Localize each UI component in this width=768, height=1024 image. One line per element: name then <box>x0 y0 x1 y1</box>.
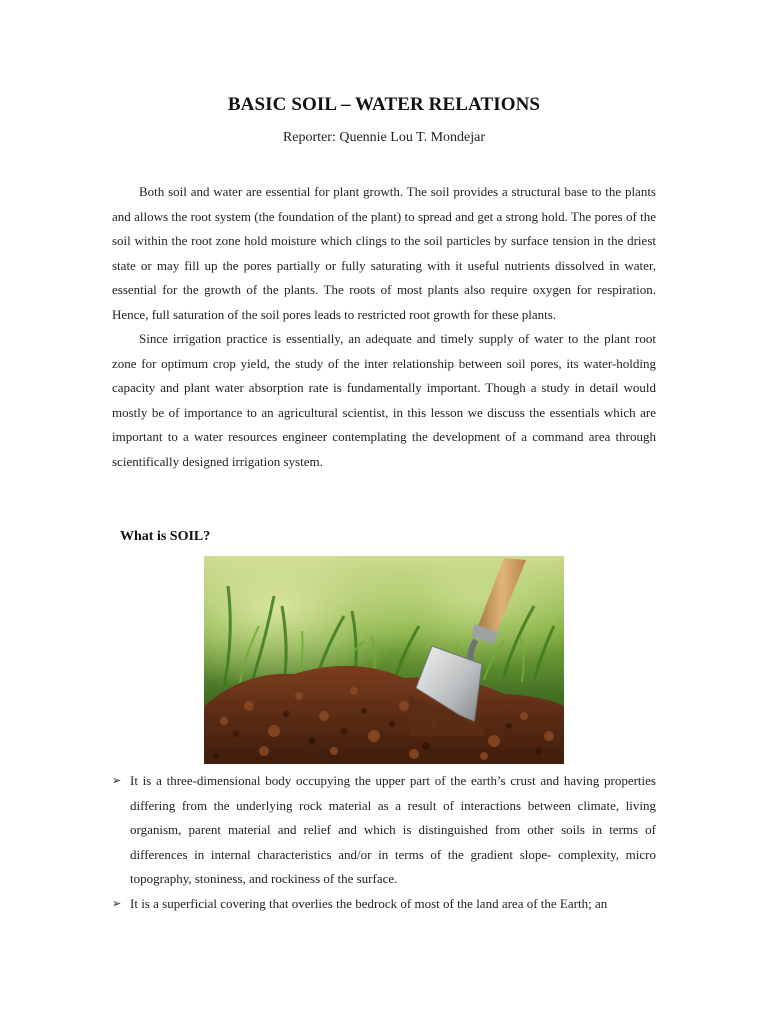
paragraph-1: Both soil and water are essential for plant growth. The soil provides a structural base to the plants and allows the root system (the foundation of the plant) to spread and get a strong hold. The pores of the soil within the root zone hold moisture which clings to the soil particles by surface tension in the driest state or may fill up the pores partially or fully saturating with it useful nutrients dissolved in water, essential for the growth of the plants. The roots of most plants also require oxygen for respiration. Hence, full saturation of the soil pores leads to restricted root growth for these plants. <box>112 184 656 322</box>
bullet-text-2: It is a superficial covering that overlies the bedrock of most of the land area of the Earth; an <box>130 895 608 911</box>
bullet-text-1: It is a three-dimensional body occupying the upper part of the earth’s crust and having properties differing from the underlying rock material as a result of interactions between climate, living organism, parent material and relief and which is distinguished from other soils in terms of differences in internal characteristics and/or in terms of the gradient slope- complexity, micro topography, stoniness, and rockiness of the surface. <box>130 773 656 886</box>
section-heading: What is SOIL? <box>120 529 211 544</box>
arrow-bullet-icon: ➢ <box>112 896 122 910</box>
paragraph-2: Since irrigation practice is essentially, an adequate and timely supply of water to the plant root zone for optimum crop yield, the study of the inter relationship between soil pores, its water-holding capacity and plant water absorption rate is fundamentally important. Though a study in detail would mostly be of importance to an agricultural scientist, in this lesson we discuss the essentials which are important to a water resources engineer contemplating the development of a command area through scientifically designed irrigation system. <box>112 331 656 469</box>
list-item <box>112 769 656 892</box>
reporter-line: Reporter: Quennie Lou T. Mondejar <box>282 130 486 145</box>
body-text <box>112 180 656 474</box>
bullet-list <box>112 769 656 916</box>
arrow-bullet-icon: ➢ <box>112 774 122 787</box>
soil-photo <box>204 556 564 764</box>
list-item <box>112 892 656 917</box>
document-title: BASIC SOIL – WATER RELATIONS <box>227 94 541 115</box>
